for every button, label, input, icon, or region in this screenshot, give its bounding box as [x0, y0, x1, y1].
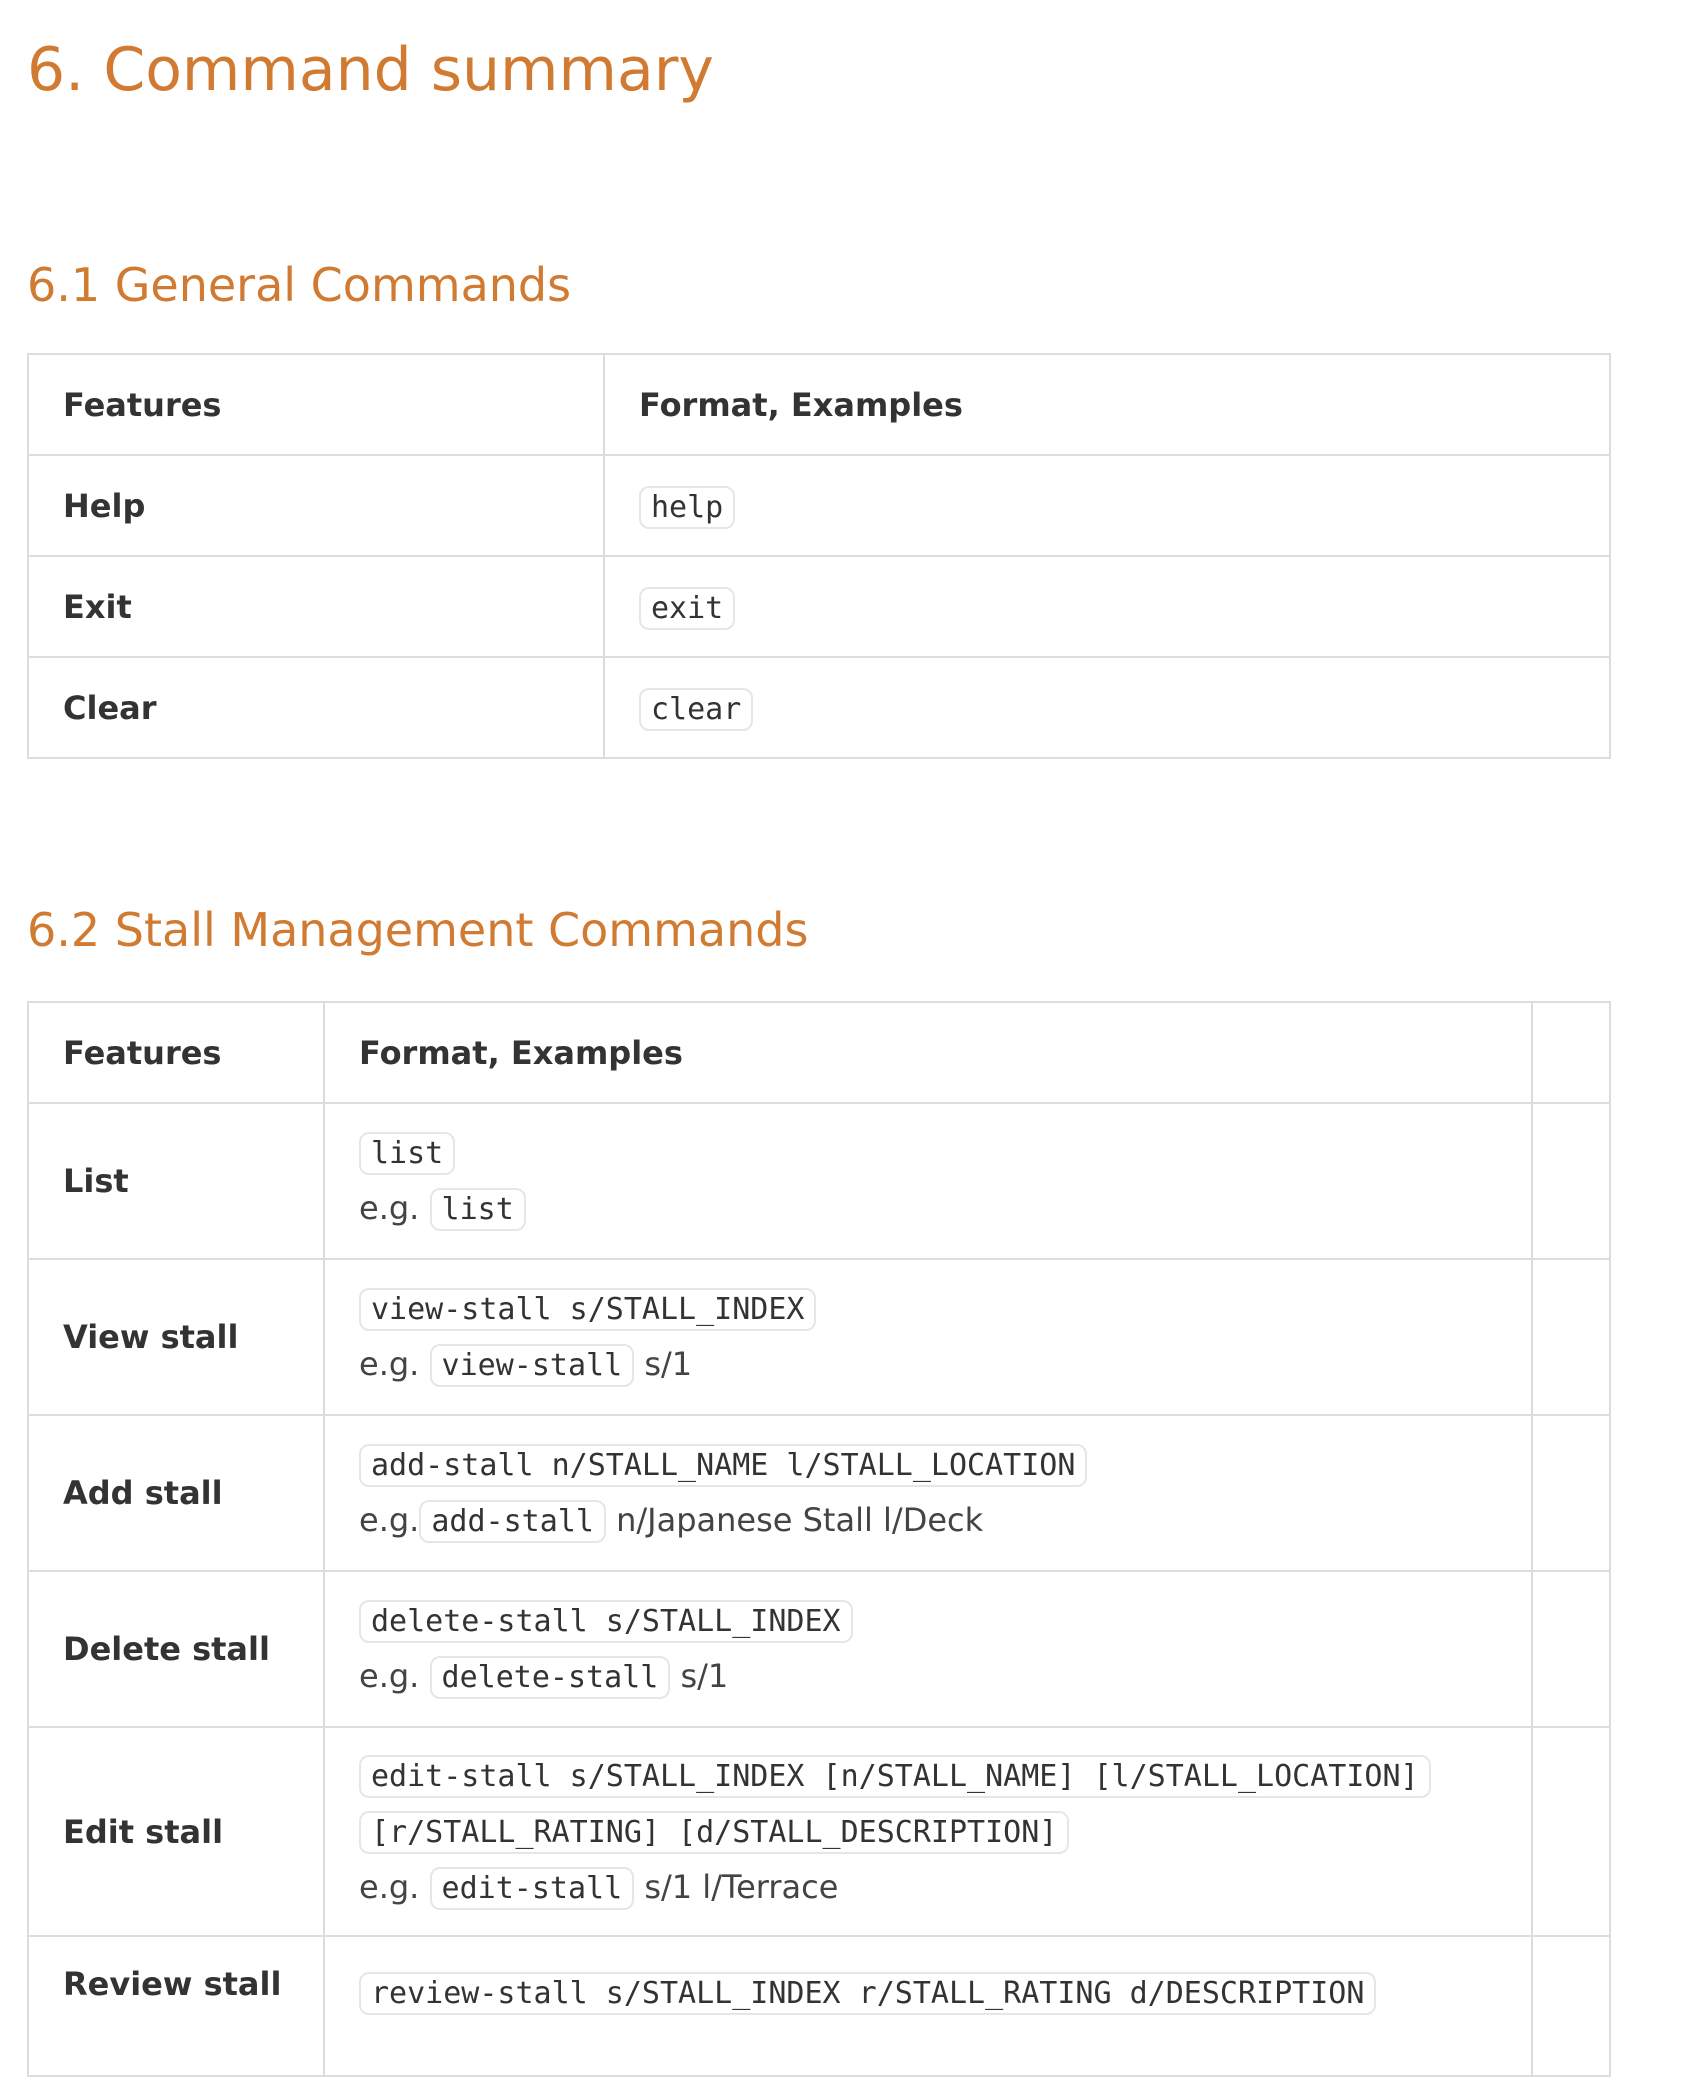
empty-cell	[1532, 1103, 1610, 1259]
column-header-features: Features	[28, 1002, 324, 1103]
example-code: list	[430, 1188, 526, 1231]
empty-cell	[1532, 1415, 1610, 1571]
format-cell	[324, 1103, 1532, 1259]
command-code: delete-stall s/STALL_INDEX	[359, 1600, 853, 1643]
section-heading-general-commands: 6.1 General Commands	[27, 258, 572, 312]
command-code: edit-stall s/STALL_INDEX [n/STALL_NAME] [l/STALL_LOCATION]	[359, 1755, 1431, 1798]
format-cell	[324, 1571, 1532, 1727]
command-code: help	[639, 486, 735, 529]
table-row	[28, 1936, 1610, 2076]
example-args: n/Japanese Stall l/Deck	[616, 1501, 984, 1539]
page-title: 6. Command summary	[27, 35, 714, 105]
example-args: s/1 l/Terrace	[644, 1867, 839, 1906]
example-label: e.g.	[359, 1867, 420, 1906]
command-code: view-stall s/STALL_INDEX	[359, 1288, 816, 1331]
command-code: list	[359, 1132, 455, 1175]
empty-cell	[1532, 1727, 1610, 1936]
format-cell	[324, 1415, 1532, 1571]
table-row	[28, 1571, 1610, 1727]
example-label: e.g.	[359, 1189, 420, 1227]
command-code-continued: [r/STALL_RATING] [d/STALL_DESCRIPTION]	[359, 1811, 1069, 1854]
format-cell	[324, 1936, 1532, 2076]
column-header-features: Features	[28, 354, 604, 455]
feature-cell: Delete stall	[28, 1571, 324, 1727]
example-code: delete-stall	[430, 1656, 671, 1699]
feature-cell: View stall	[28, 1259, 324, 1415]
feature-cell: Clear	[28, 657, 604, 758]
general-commands-table	[27, 353, 1611, 759]
feature-cell: Help	[28, 455, 604, 556]
stall-commands-table	[27, 1001, 1611, 2077]
example-label: e.g.	[359, 1501, 420, 1539]
feature-cell: Review stall	[28, 1936, 324, 2076]
example-args: s/1	[680, 1657, 729, 1695]
feature-cell: Add stall	[28, 1415, 324, 1571]
table-row	[28, 1727, 1610, 1936]
example-code: add-stall	[419, 1500, 606, 1543]
command-code: clear	[639, 688, 753, 731]
format-cell	[604, 657, 1610, 758]
example-label: e.g.	[359, 1345, 420, 1383]
feature-cell: Exit	[28, 556, 604, 657]
example-args: s/1	[644, 1345, 693, 1383]
section-heading-stall-management: 6.2 Stall Management Commands	[27, 903, 809, 957]
format-cell	[604, 455, 1610, 556]
table-row	[28, 556, 1610, 657]
command-code: add-stall n/STALL_NAME l/STALL_LOCATION	[359, 1444, 1087, 1487]
feature-cell: List	[28, 1103, 324, 1259]
column-header-empty	[1532, 1002, 1610, 1103]
table-row	[28, 657, 1610, 758]
format-cell	[324, 1727, 1532, 1936]
example-code: view-stall	[430, 1344, 635, 1387]
format-cell	[604, 556, 1610, 657]
table-row	[28, 1259, 1610, 1415]
empty-cell	[1532, 1936, 1610, 2076]
empty-cell	[1532, 1259, 1610, 1415]
column-header-format: Format, Examples	[324, 1002, 1532, 1103]
table-header-row	[28, 1002, 1610, 1103]
table-row	[28, 1103, 1610, 1259]
command-code: review-stall s/STALL_INDEX r/STALL_RATING d/DESCRIPTION	[359, 1972, 1376, 2015]
command-code: exit	[639, 587, 735, 630]
example-label: e.g.	[359, 1657, 420, 1695]
feature-cell: Edit stall	[28, 1727, 324, 1936]
table-header-row	[28, 354, 1610, 455]
empty-cell	[1532, 1571, 1610, 1727]
format-cell	[324, 1259, 1532, 1415]
table-row	[28, 455, 1610, 556]
example-code: edit-stall	[430, 1867, 635, 1910]
table-row	[28, 1415, 1610, 1571]
column-header-format: Format, Examples	[604, 354, 1610, 455]
